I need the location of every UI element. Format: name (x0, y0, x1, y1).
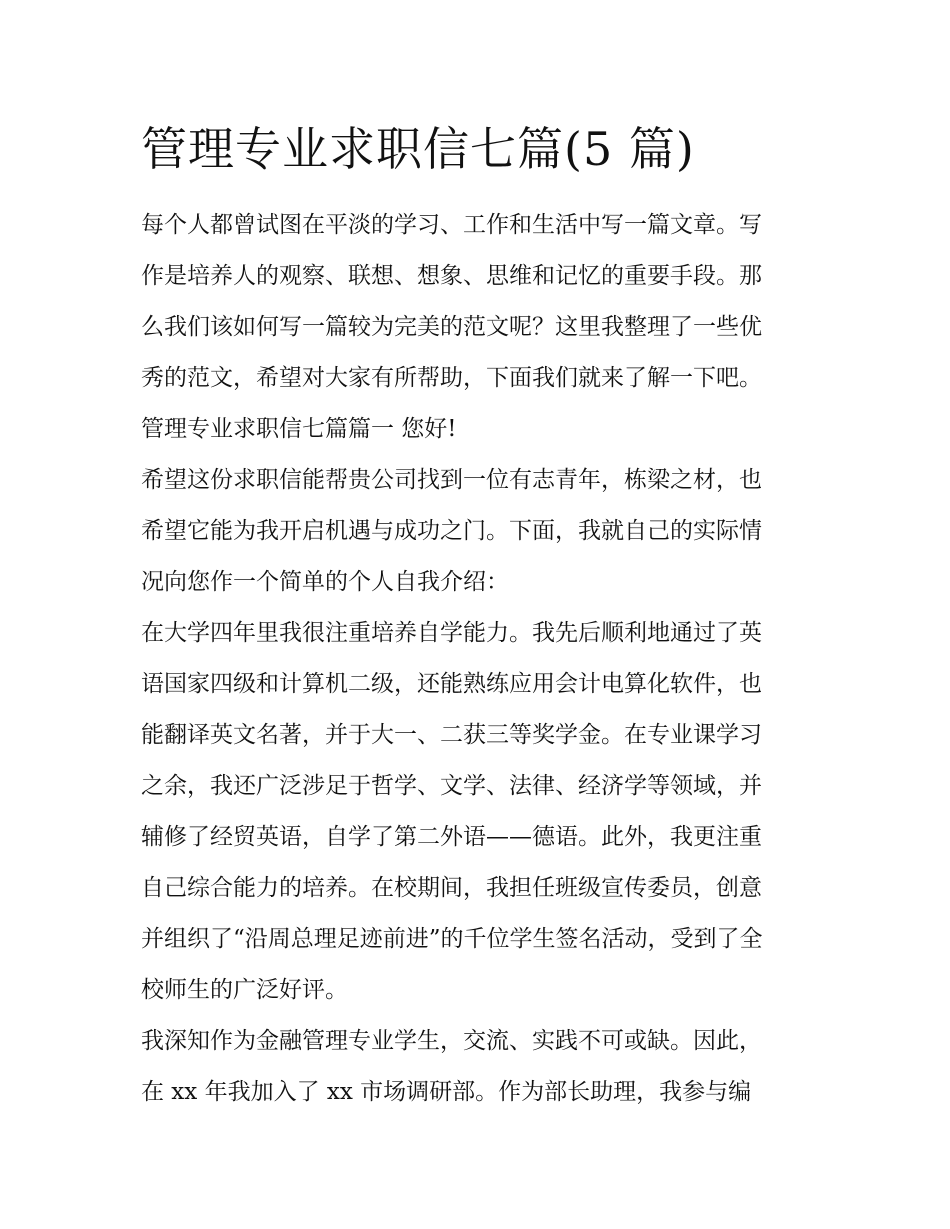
document-body (141, 118, 813, 1118)
paragraph-intro: 每个人都曾试图在平淡的学习、工作和生活中写一篇文章。写 作是培养人的观察、联想、想象、思维和记忆的重要手段。那 么我们该如何写一篇较为完美的范文呢？这里我整理了一些优 秀的范文，希望对大家有所帮助，下面我们就来了解一下吧。 (141, 212, 762, 391)
paragraph-greeting: 管理专业求职信七篇篇一 您好! (141, 416, 457, 442)
paragraph-practice: 我深知作为金融管理专业学生，交流、实践不可或缺。因此， 在 xx 年我加入了 xx 市场调研部。作为部长助理，我参与编 (141, 1028, 762, 1105)
paragraph-purpose: 希望这份求职信能帮贵公司找到一位有志青年，栋梁之材，也 希望它能为我开启机遇与成功之门。下面，我就自己的实际情 况向您作一个简单的个人自我介绍： (141, 467, 762, 595)
paragraph-education: 在大学四年里我很注重培养自学能力。我先后顺利地通过了英 语国家四级和计算机二级，还能熟练应用会计电算化软件，也 能翻译英文名著，并于大一、二获三等奖学金。在专业课学习 之余，我还广泛涉足于哲学、文学、法律、经济学等领域，并 辅修了经贸英语，自学了第二外语——德语。此外，我更注重 自己综合能力的培养。在校期间，我担任班级宣传委员，创意 并组织了“沿周总理足迹前进”的千位学生签名活动，受到了全 校师生的广泛好评。 (141, 620, 763, 1003)
document-title: 管理专业求职信七篇(5 篇) (141, 122, 695, 176)
